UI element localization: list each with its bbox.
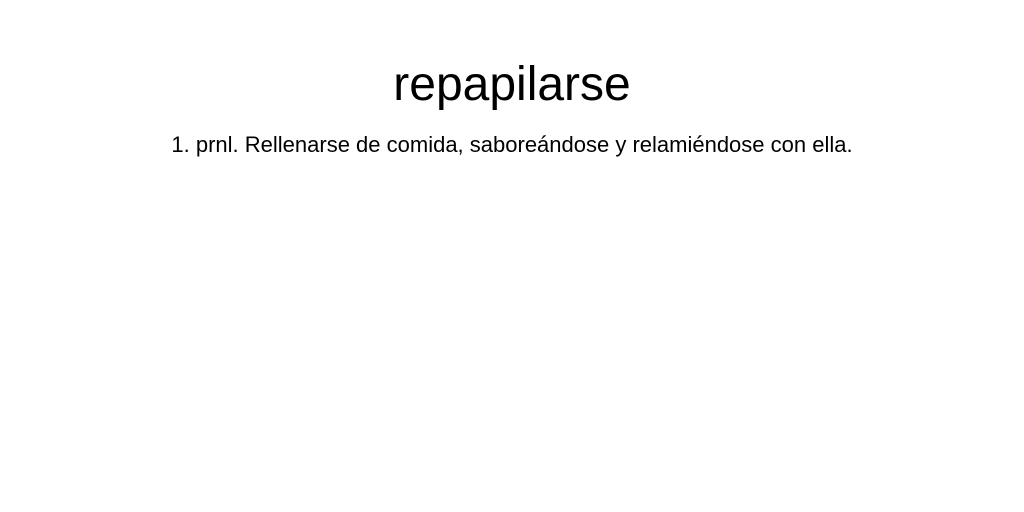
headword-title: repapilarse xyxy=(393,58,631,111)
definition-line-1: 1. prnl. Rellenarse de comida, saboreándose y relamiéndose con ella. xyxy=(171,132,853,157)
